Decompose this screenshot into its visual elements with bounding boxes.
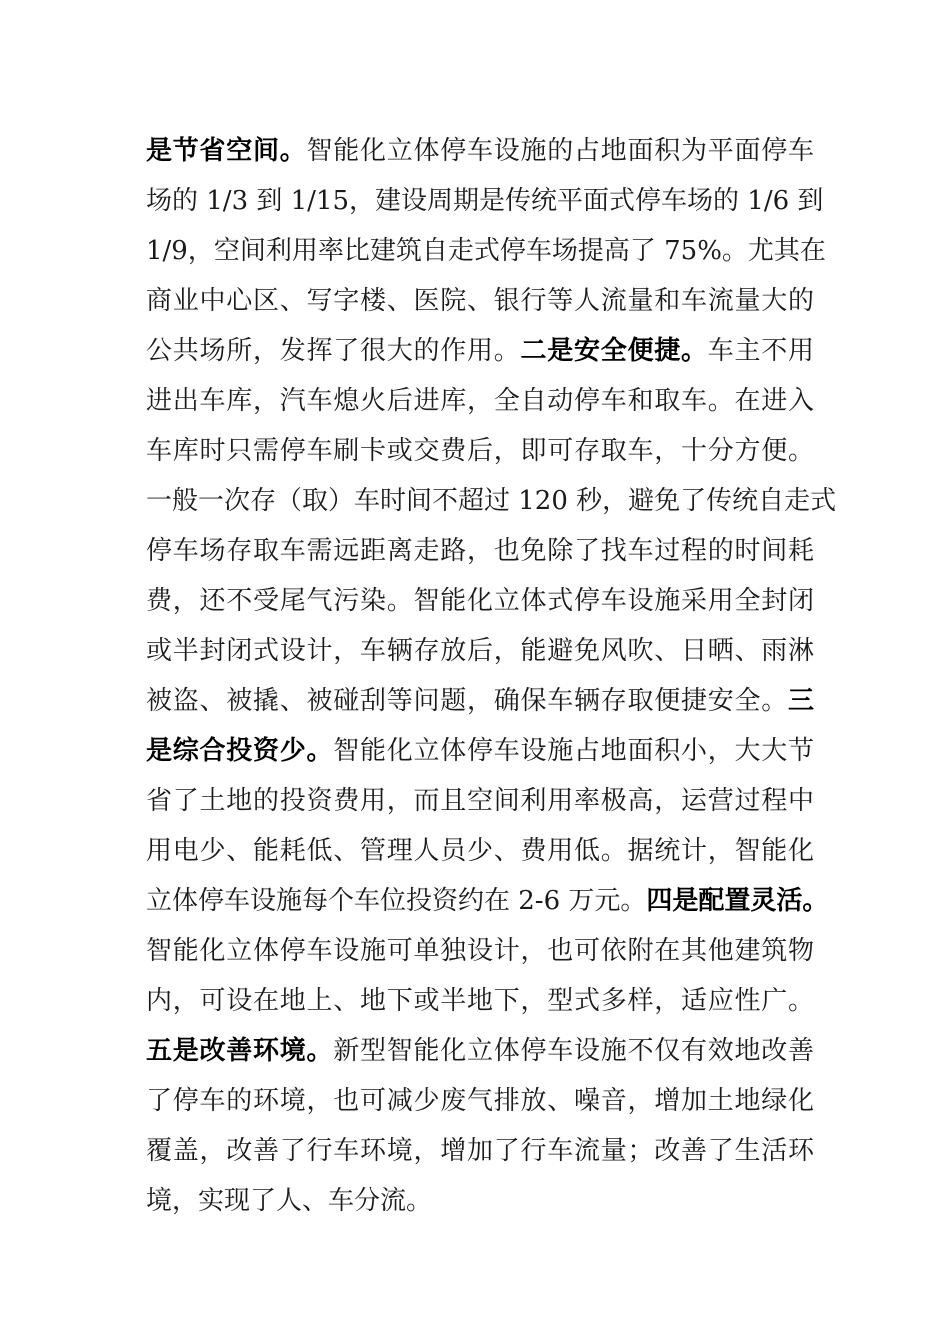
text-line bbox=[146, 726, 814, 776]
text-line bbox=[146, 426, 814, 476]
bold-heading-text: 是节省空间。 bbox=[146, 136, 307, 166]
body-text: 境，实现了人、车分流。 bbox=[146, 1186, 433, 1216]
body-text: 或半封闭式设计，车辆存放后，能避免风吹、日晒、雨淋 bbox=[146, 636, 814, 666]
body-text: 一般一次存（取）车时间不超过 120 秒，避免了传统自走式 bbox=[146, 486, 837, 516]
body-text: 场的 1/3 到 1/15，建设周期是传统平面式停车场的 1/6 到 bbox=[146, 186, 824, 216]
text-line bbox=[146, 576, 814, 626]
body-text: 车库时只需停车刷卡或交费后，即可存取车，十分方便。 bbox=[146, 436, 814, 466]
text-line bbox=[146, 126, 814, 176]
text-line bbox=[146, 1176, 814, 1226]
text-line bbox=[146, 1076, 814, 1126]
body-text: 智能化立体停车设施的占地面积为平面停车 bbox=[306, 136, 814, 166]
text-line bbox=[146, 326, 814, 376]
body-text: 用电少、能耗低、管理人员少、费用低。据统计，智能化 bbox=[146, 836, 814, 866]
body-text: 新型智能化立体停车设施不仅有效地改善 bbox=[333, 1036, 814, 1066]
text-line bbox=[146, 876, 829, 926]
body-text: 智能化立体停车设施可单独设计，也可依附在其他建筑物 bbox=[146, 936, 814, 966]
bold-heading-text: 三 bbox=[787, 686, 814, 716]
bold-heading-text: 二是安全便捷。 bbox=[520, 336, 708, 366]
body-text: 内，可设在地上、地下或半地下，型式多样，适应性广。 bbox=[146, 986, 814, 1016]
body-text: 1/9，空间利用率比建筑自走式停车场提高了 75%。尤其在 bbox=[146, 236, 826, 266]
body-text: 了停车的环境，也可减少废气排放、噪音，增加土地绿化 bbox=[146, 1086, 814, 1116]
body-text: 进出车库，汽车熄火后进库，全自动停车和取车。在进入 bbox=[146, 386, 814, 416]
text-line bbox=[146, 976, 814, 1026]
text-line bbox=[146, 1026, 814, 1076]
body-text: 省了土地的投资费用，而且空间利用率极高，运营过程中 bbox=[146, 786, 814, 816]
text-line bbox=[146, 376, 814, 426]
text-line bbox=[146, 826, 814, 876]
bold-heading-text: 是综合投资少。 bbox=[146, 736, 334, 766]
body-text: 公共场所，发挥了很大的作用。 bbox=[146, 336, 521, 366]
text-line bbox=[146, 926, 814, 976]
body-text: 车主不用 bbox=[707, 336, 814, 366]
text-line bbox=[146, 226, 826, 276]
bold-heading-text: 五是改善环境。 bbox=[146, 1036, 334, 1066]
text-line bbox=[146, 176, 824, 226]
text-line bbox=[146, 626, 814, 676]
body-text: 被盗、被撬、被碰刮等问题，确保车辆存取便捷安全。 bbox=[146, 686, 788, 716]
body-text: 费，还不受尾气污染。智能化立体式停车设施采用全封闭 bbox=[146, 586, 814, 616]
body-text: 商业中心区、写字楼、医院、银行等人流量和车流量大的 bbox=[146, 286, 814, 316]
body-text: 智能化立体停车设施占地面积小，大大节 bbox=[333, 736, 814, 766]
bold-heading-text: 四是配置灵活。 bbox=[646, 886, 829, 916]
body-text: 停车场存取车需远距离走路，也免除了找车过程的时间耗 bbox=[146, 536, 814, 566]
body-paragraph bbox=[146, 126, 837, 1226]
text-line bbox=[146, 476, 837, 526]
text-line bbox=[146, 776, 814, 826]
text-line bbox=[146, 526, 814, 576]
body-text: 覆盖，改善了行车环境，增加了行车流量；改善了生活环 bbox=[146, 1136, 814, 1166]
text-line bbox=[146, 676, 814, 726]
text-line bbox=[146, 276, 814, 326]
body-text: 立体停车设施每个车位投资约在 2-6 万元。 bbox=[146, 886, 647, 916]
text-line bbox=[146, 1126, 814, 1176]
